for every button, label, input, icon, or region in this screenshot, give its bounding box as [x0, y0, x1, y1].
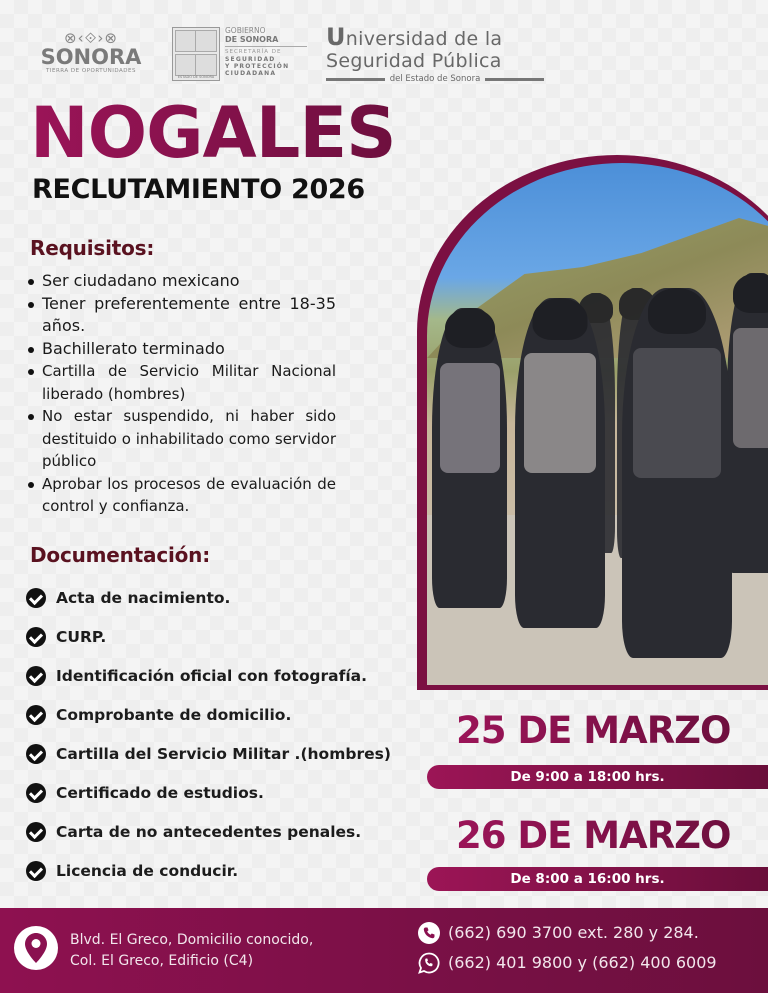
requisitos-list	[24, 270, 336, 518]
secretaria-label: SECRETARÍA DE	[225, 49, 282, 55]
logo-secretaria-seguridad	[172, 27, 307, 83]
location-pin-icon	[14, 926, 58, 970]
contact-info	[418, 918, 717, 978]
documento-item: Comprobante de domicilio.	[26, 695, 391, 734]
check-circle-icon	[26, 666, 46, 686]
phone-number[interactable]: (662) 690 3700 ext. 280 y 284.	[448, 923, 699, 942]
documento-item: Licencia de conducir.	[26, 851, 391, 890]
recruits-photo	[427, 163, 768, 685]
city-title: NOGALES	[30, 92, 396, 174]
hours-pill-2: De 8:00 a 16:00 hrs.	[427, 867, 768, 891]
sonora-logo-name: SONORA	[40, 45, 142, 69]
address	[70, 930, 313, 972]
check-circle-icon	[26, 588, 46, 608]
gobierno-label: GOBIERNO	[225, 26, 266, 35]
sonora-ornament-icon: ⊗‹⟐›⊗	[64, 29, 118, 47]
footer	[0, 908, 768, 993]
requisito-item: No estar suspendido, ni haber sido destituido o inhabilitado como servidor público	[24, 405, 336, 473]
documentacion-heading: Documentación:	[30, 543, 211, 567]
requisito-item: Cartilla de Servicio Militar Nacional liberado (hombres)	[24, 360, 336, 405]
proteccion-label: Y PROTECCIÓN	[225, 63, 290, 70]
date-2: 26 DE MARZO	[456, 814, 731, 857]
documentacion-list	[26, 578, 391, 890]
requisito-item: Ser ciudadano mexicano	[24, 270, 336, 293]
documento-item: Certificado de estudios.	[26, 773, 391, 812]
check-circle-icon	[26, 705, 46, 725]
check-circle-icon	[26, 822, 46, 842]
documento-item: Identificación oficial con fotografía.	[26, 656, 391, 695]
whatsapp-numbers[interactable]: (662) 401 9800 y (662) 400 6009	[448, 953, 717, 972]
documento-item: CURP.	[26, 617, 391, 656]
recruitment-subtitle: RECLUTAMIENTO 2026	[32, 174, 365, 205]
sonora-coat-of-arms-icon: ESTADO DE SONORA	[172, 27, 220, 81]
photo-frame	[417, 155, 768, 690]
documento-item: Carta de no antecedentes penales.	[26, 812, 391, 851]
seguridad-label: SEGURIDAD	[225, 56, 276, 63]
check-circle-icon	[26, 783, 46, 803]
de-sonora-label: DE SONORA	[225, 35, 307, 47]
documento-item: Cartilla del Servicio Militar .(hombres)	[26, 734, 391, 773]
phone-icon	[418, 922, 440, 944]
hours-pill-1: De 9:00 a 18:00 hrs.	[427, 765, 768, 789]
ciudadana-label: CIUDADANA	[225, 70, 277, 77]
check-circle-icon	[26, 627, 46, 647]
documento-item: Acta de nacimiento.	[26, 578, 391, 617]
logo-universidad-seguridad-publica: Universidad de la Seguridad Pública del Estado de Sonora	[326, 26, 544, 84]
requisito-item: Bachillerato terminado	[24, 338, 336, 361]
requisitos-heading: Requisitos:	[30, 236, 155, 260]
check-circle-icon	[26, 861, 46, 881]
check-circle-icon	[26, 744, 46, 764]
sonora-logo-tagline: TIERRA DE OPORTUNIDADES	[46, 68, 136, 74]
requisito-item: Aprobar los procesos de evaluación de control y confianza.	[24, 473, 336, 518]
date-1: 25 DE MARZO	[456, 709, 731, 752]
whatsapp-icon	[418, 952, 440, 974]
requisito-item: Tener preferentemente entre 18-35 años.	[24, 293, 336, 338]
address-line-1: Blvd. El Greco, Domicilio conocido,	[70, 932, 314, 948]
address-line-2: Col. El Greco, Edificio (C4)	[70, 953, 254, 969]
logo-sonora	[36, 30, 146, 74]
